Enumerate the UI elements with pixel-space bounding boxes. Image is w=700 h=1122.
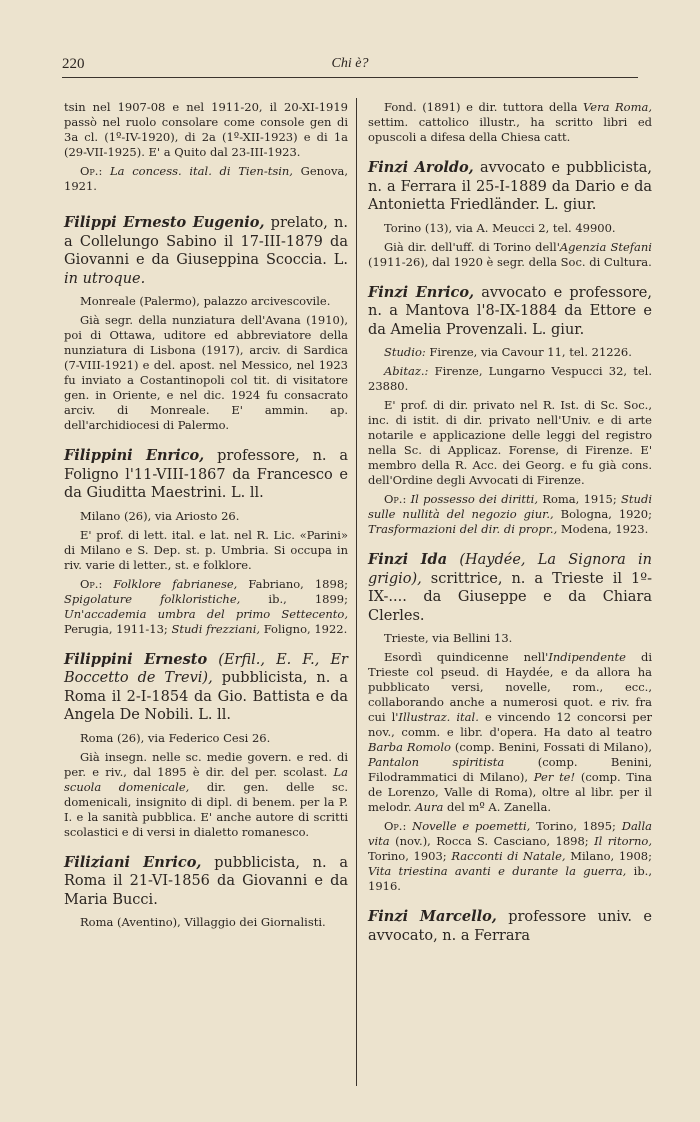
entry-head-italic: in utroque. [64,270,146,287]
body-text: (1911-26), dal 1920 è segr. della Soc. di Cultura. [368,254,652,269]
abitaz-label: Abitaz.: [384,364,429,378]
entry-finzi-ida [368,551,652,894]
work-title: Dalla vita [368,819,653,848]
work-title: Spigolature folkloristiche, [64,591,241,606]
body-text: (comp. Benini, Fossati di Milano), [454,740,652,754]
entry-heading [64,854,348,910]
entry-filiziani-enrico [64,854,348,931]
entry-head: professore univ. e avvocato, n. a Ferrara [368,909,653,944]
entry-name: Finzi Ida [368,551,448,568]
body-italic: Illustraz. ital. [398,710,479,724]
left-column [64,100,348,934]
work-place: ib., 1899; [268,591,349,606]
body-text: (comp. Tina de Lorenzo, Valle di Roma), oltre al libr. per il melodr. [368,770,653,814]
entry-head: pubblicista, n. a Roma il 2-I-1854 da Gio. Battista e da Angela De Nobili. L. ll. [64,670,348,723]
body-italic: Vera Roma, [583,100,652,114]
work-title: La concess. ital. di Tien-tsin, [110,164,293,178]
entry-name: Finzi Marcello, [368,908,497,925]
work-title: Un'accademia umbra del primo Settecento, [64,606,348,621]
entry-name: Finzi Aroldo, [368,159,474,176]
entry-name: Finzi Enrico, [368,283,475,301]
entry-name: Filippi Ernesto Eugenio, [64,214,265,231]
body-text: Già insegn. nelle sc. medie govern. e red. di per. e riv., dal 1895 è dir. del per. scolast. [64,749,348,779]
entry-alias: (Erfil., E. F., Er Boccetto de Trevi), [64,651,348,686]
work-title: Studi sulle nullità del negozio giur., [368,492,652,521]
entry-abitazione [368,364,652,394]
continued-body: tsin nel 1907-08 e nel 1911-20, il 20-XI-1919 passò nel ruolo consolare come console gen di 3a cl. (1º-IV-1920), di 2a (1º-XII-1923) e di 1a (29-VII-1925). E' a Quito dal 23-III-1923. [64,100,348,159]
work-place: (nov.), Rocca S. Casciano, 1898; [395,834,589,848]
work-title: Il possesso dei diritti, [410,492,539,506]
body-text: settim. cattolico illustr., ha scritto libri ed opuscoli a difesa della Chiesa catt. [368,115,652,144]
works-label: Op.: [80,576,103,591]
entry-heading [368,908,652,945]
abitaz-address: Firenze, Lungarno Vespucci 32, tel. 23880. [368,364,652,393]
work-place: Modena, 1923. [560,522,649,536]
entry-finzi-marcello [368,908,652,945]
work-title: Trasformazioni del dir. di propr., [368,522,558,536]
entry-studio [368,345,652,360]
body-italic: Aura [415,800,444,814]
body-italic: Per te! [533,770,576,784]
entry-heading [64,651,348,725]
work-place: Roma, 1915; [542,492,617,506]
work-title: Studi frezziani, [171,621,261,636]
work-title: Folklore fabrianese, [113,576,238,591]
entry-name: Filiziani Enrico, [64,853,202,871]
column-divider [356,98,357,1086]
entry-filippi-ernesto-eugenio [64,214,348,433]
entry-head: professore, n. a Foligno l'11-VIII-1867 da Francesco e da Giuditta Maestrini. L. ll. [64,448,349,501]
entry-head: prelato, n. a Collelungo Sabino il 17-III-1879 da Giovanni e da Giuseppina Scoccia. L. [64,215,348,268]
entry-name: Filippini Enrico, [64,447,205,464]
entry-works [64,577,348,637]
body-text: Già dir. dell'uff. di Torino dell' [384,239,560,254]
page-header [62,56,638,80]
header-rule [62,77,638,78]
body-text: Esordì quindicenne nell' [384,650,549,664]
work-place: Fabriano, 1898; [248,576,349,591]
body-text: dir. gen. delle sc. domenicali, insignito di dipl. di benem. per la P. I. e la sanità pubblica. E' anche autore di scritti scolastici e di versi in dialetto romanesco. [64,779,348,839]
running-title: Chi è? [331,56,369,71]
studio-label: Studio: [384,345,426,359]
right-column [368,100,652,951]
continued-text [64,100,348,160]
entry-body: E' prof. di lett. ital. e lat. nel R. Lic. «Parini» di Milano e S. Dep. st. p. Umbria. Si occupa in riv. varie di letter., st. e folklore. [64,527,348,572]
work-place: Torino, 1895; [536,819,616,833]
work-title: Racconti di Natale, [451,849,566,863]
works-label: Op.: [80,164,103,178]
entry-address: Roma (Aventino), Villaggio dei Giornalisti. [80,915,326,929]
entry-heading [368,551,652,625]
work-place: Foligno, 1922. [263,621,348,636]
works-label: Op.: [384,819,407,833]
entry-head: pubblicista, n. a Roma il 21-VI-1856 da Giovanni e da Maria Bucci. [64,854,348,908]
entry-body [368,240,652,270]
studio-address: Firenze, via Cavour 11, tel. 21226. [429,345,632,359]
entry-heading [64,214,348,288]
body-italic: La scuola domenicale, [64,764,348,794]
work-place: Genova, 1921. [64,164,348,193]
body-text: di Trieste col pseud. di Haydée, e da allora ha pubblicato versi, novelle, rom., ecc., collaborando anche a numerosi quot. e riv. fra cui l' [368,650,652,724]
entry-heading [64,447,348,503]
body-text: (comp. Benini, Filodrammatici di Milano), [368,755,653,784]
body-italic: Pantalon spiritista [368,755,505,769]
entry-address: Milano (26), via Ariosto 26. [80,508,240,523]
continued-text [368,100,652,145]
entry-alias: (Haydée, La Signora in grigio), [368,552,653,587]
entry-address: Torino (13), via A. Meucci 2, tel. 49900. [384,220,616,235]
body-italic: Indipendente [548,650,626,664]
entry-address: Trieste, via Bellini 13. [384,631,513,645]
work-place: ib., 1916. [368,864,652,893]
work-place: Perugia, 1911-13; [64,621,168,636]
entry-works [368,819,652,894]
entry-address: Roma (26), via Federico Cesi 26. [80,730,271,745]
work-title: Vita triestina avanti e durante la guerra, [368,864,627,878]
body-text: del mº A. Zanella. [446,800,551,814]
work-place: Milano, 1908; [570,849,652,863]
works-label: Op.: [384,492,407,506]
body-text: Fond. (1891) e dir. tuttora della [384,100,578,114]
entry-head: avvocato e professore, n. a Mantova l'8-IX-1884 da Ettore e da Amelia Provenzali. L. giur. [368,284,652,338]
body-italic: Agenzia Stefani [559,239,652,254]
page-number: 220 [62,56,85,72]
entry-filippini-ernesto [64,651,348,840]
entry-body: E' prof. di dir. privato nel R. Ist. di Sc. Soc., inc. di istit. di dir. privato nell'Univ. e di arte notarile e applicazione delle leggi del registro nella Sc. di Applicaz. Forense, di Firenze. E' membro della R. Acc. dei Georg. e fu già cons. dell'Ordine degli Avvocati di Firenze. [368,398,652,487]
entry-body [64,750,348,840]
work-title: Il ritorno, [594,834,652,848]
body-italic: Barba Romolo [368,740,451,754]
body-text: e vincendo 12 concorsi per nov., comm. e libr. d'opera. Ha dato al teatro [368,710,652,739]
entry-finzi-aroldo [368,159,652,270]
work-place: Torino, 1903; [368,849,447,863]
entry-name: Filippini Ernesto [64,650,208,668]
entry-address: Monreale (Palermo), palazzo arcivescovile. [80,294,331,308]
entry-body: Già segr. della nunziatura dell'Avana (1910), poi di Ottawa, uditore ed abbreviatore della nunziatura di Lisbona (1917), arciv. di Sardica (7-VIII-1921) e del. apost. nel Messico, nel 1923 fu inviato a Costantinopoli col tit. di visitatore gen. in Oriente, e nel dic. 1924 fu consacrato arciv. di Monreale. E' ammin. ap. dell'archidiocesi di Palermo. [64,313,348,432]
works-line [64,164,348,194]
work-title: Novelle e poemetti, [412,819,531,833]
entry-head: avvocato e pubblicista, n. a Ferrara il 25-I-1889 da Dario e da Antonietta Friedländer. L. giur. [368,160,652,213]
entry-heading [368,159,652,215]
entry-head: scrittrice, n. a Trieste il 1º-IX-.... da Giuseppe e da Chiara Clerles. [368,570,652,624]
entry-finzi-enrico [368,284,652,538]
entry-filippini-enrico [64,447,348,637]
work-place: Bologna, 1920; [560,507,652,521]
entry-body [368,650,652,815]
entry-heading [368,284,652,340]
entry-works [368,492,652,537]
